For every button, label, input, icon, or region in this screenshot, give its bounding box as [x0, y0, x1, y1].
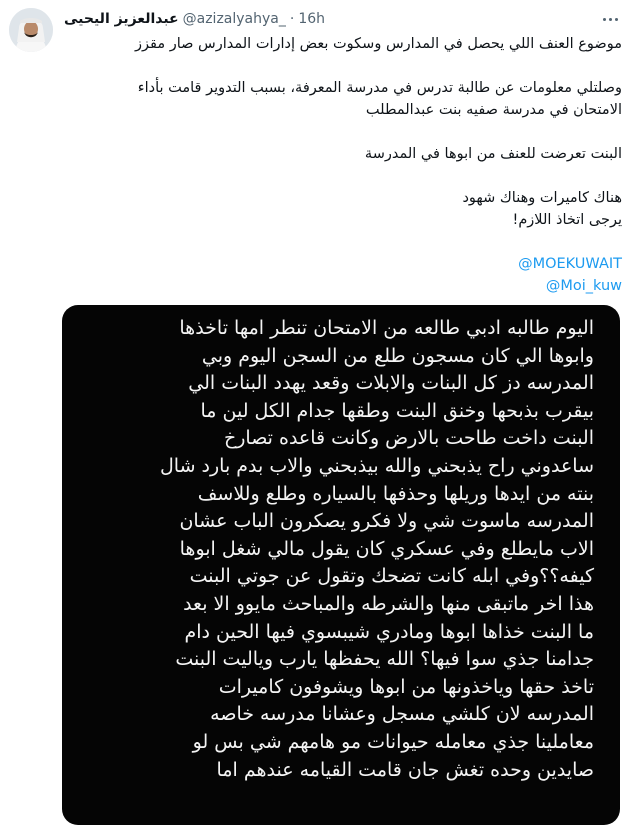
tweet-line: موضوع العنف اللي يحصل في المدارس وسكوت بعض إدارات المدارس صار مقزز [134, 36, 622, 52]
author-name[interactable]: عبدالعزيز اليحيى [64, 11, 179, 27]
image-text-line: تاخذ حقها وياخذونها من ابوها ويشوفون كاميرات [218, 675, 594, 698]
tweet-line: البنت تعرضت للعنف من ابوها في المدرسة [364, 146, 622, 162]
image-text-line: المدرسه دز كل البنات والابلات وقعد يهدد البنات الي [188, 372, 594, 395]
tweet-text [62, 33, 622, 297]
image-text-line: صايدين وحده تغش جان قامت القيامه عندهم اما [216, 758, 594, 781]
tweet-line: وصلتلي معلومات عن طالبة تدرس في مدرسة المعرفة، بسبب التدوير قامت بأداء [137, 80, 622, 96]
image-text-line: جدامنا جذي سوا فيها؟ الله يحفظها يارب وياليت البنت [175, 648, 594, 671]
image-text-line: ساعدوني راح يذبحني والله بيذبحني والاب بدم بارد شال [159, 454, 594, 477]
mention-link[interactable]: @Moi_kuw [545, 278, 622, 294]
image-text-line: الاب مايطلع وفي عسكري كان يقول مالي شغل ابوها [179, 537, 594, 560]
tweet-header [64, 9, 325, 29]
image-text-line: كيفه؟؟وفي ابله كانت تضحك وتقول عن جوتي البنت [189, 565, 594, 588]
image-text-line: بيقرب بذبحها وخنق البنت وطقها جدام الكل لين ما [200, 399, 594, 422]
mention-link[interactable]: @MOEKUWAIT [518, 256, 622, 272]
image-text-line: المدرسه لان كلشي مسجل وعشانا مدرسه خاصه [210, 703, 594, 726]
image-text-line: اليوم طالبه ادبي طالعه من الامتحان تنطر امها تاخذها [179, 317, 594, 339]
tweet-line: الامتحان في مدرسة صفيه بنت عبدالمطلب [365, 102, 622, 118]
tweet-line: هناك كاميرات وهناك شهود [462, 190, 622, 206]
separator-dot: · [289, 11, 295, 27]
author-handle[interactable]: @azizalyahya_ [182, 11, 286, 27]
image-text-line: البنت داخت طاحت بالارض وكانت قاعده تصارخ [223, 427, 594, 450]
avatar-image [9, 8, 53, 52]
tweet-image[interactable] [62, 305, 620, 825]
image-text-line: هذا اخر ماتبقى منها والشرطه والمباحث مايوو الا بعد [183, 592, 594, 615]
more-options-icon[interactable] [598, 10, 622, 28]
image-text-line: بنته من ايدها وريلها وحذفها بالسياره وطلع وللاسف [197, 482, 594, 505]
image-text-line: وابوها الي كان مسجون طلع من السجن اليوم وبي [201, 344, 594, 367]
image-text [80, 315, 594, 784]
tweet-line: يرجى اتخاذ اللازم! [512, 212, 622, 228]
avatar[interactable] [9, 8, 53, 52]
image-text-line: معاملينا جذي معامله حيوانات مو هامهم شي بس لو [192, 730, 594, 753]
image-text-line: ما البنت خذاها ابوها ومادري شيبسوي فيها الحين دام [184, 620, 594, 643]
image-text-line: المدرسه ماسوت شي ولا فكرو يصكرون الباب عشان [179, 510, 594, 533]
tweet-timestamp[interactable]: 16h [298, 11, 326, 27]
